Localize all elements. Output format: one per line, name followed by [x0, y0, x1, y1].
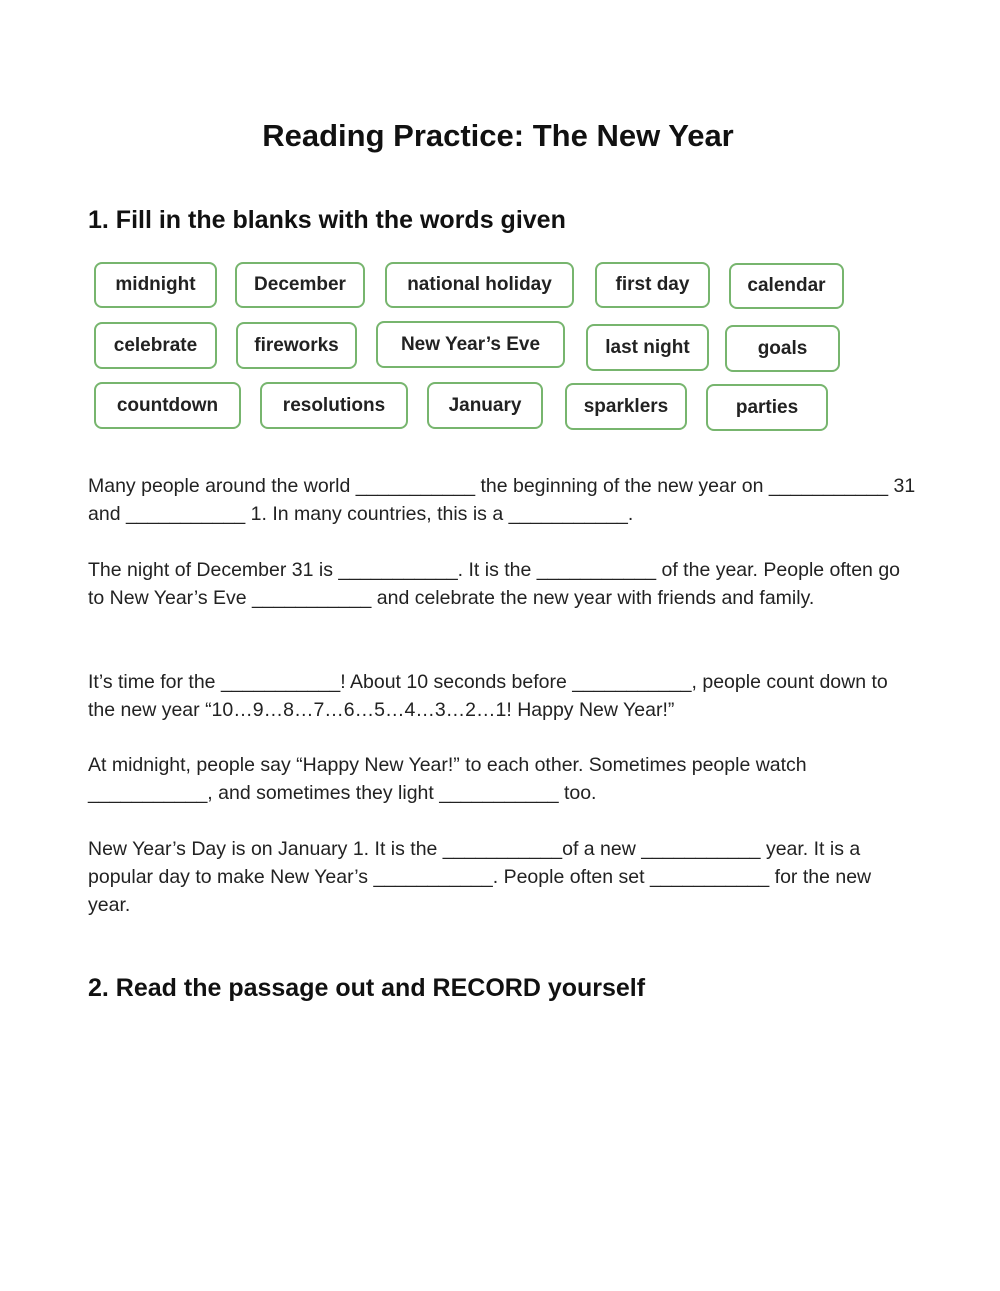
word-box-countdown[interactable]: countdown — [94, 382, 241, 429]
word-box-resolutions[interactable]: resolutions — [260, 382, 408, 429]
passage-paragraph-4: At midnight, people say “Happy New Year!” to each other. Sometimes people watch ___________, and sometimes they light ___________ too. — [88, 754, 807, 804]
word-box-december[interactable]: December — [235, 262, 365, 308]
word-box-fireworks[interactable]: fireworks — [236, 322, 357, 369]
word-box-goals[interactable]: goals — [725, 325, 840, 372]
word-box-first-day[interactable]: first day — [595, 262, 710, 308]
word-box-parties[interactable]: parties — [706, 384, 828, 431]
passage-paragraph-5: New Year’s Day is on January 1. It is the ___________of a new ___________ year. It is a popular day to make New Year’s ___________. People often set ___________ for the new year. — [88, 838, 872, 916]
passage-paragraph-2: The night of December 31 is ___________. It is the ___________ of the year. People often go to New Year’s Eve ___________ and celebrate the new year with friends and family. — [88, 559, 901, 609]
word-box-midnight[interactable]: midnight — [94, 262, 217, 308]
section-2-heading: 2. Read the passage out and RECORD yourself — [88, 974, 646, 1002]
page-title: Reading Practice: The New Year — [262, 118, 734, 153]
passage-paragraph-3: It’s time for the ___________! About 10 seconds before ___________, people count down to the new year “10…9…8…7…6…5…4…3…2…1! Happy New Year!” — [88, 671, 888, 721]
word-box-new-years-eve[interactable]: New Year’s Eve — [376, 321, 565, 368]
word-box-national-holiday[interactable]: national holiday — [385, 262, 574, 308]
word-box-january[interactable]: January — [427, 382, 543, 429]
word-box-calendar[interactable]: calendar — [729, 263, 844, 309]
word-box-celebrate[interactable]: celebrate — [94, 322, 217, 369]
word-box-sparklers[interactable]: sparklers — [565, 383, 687, 430]
word-box-last-night[interactable]: last night — [586, 324, 709, 371]
passage-paragraph-1: Many people around the world ___________ the beginning of the new year on ___________ 31 and ___________ 1. In many countries, this is a ___________. — [88, 475, 916, 525]
section-1-heading: 1. Fill in the blanks with the words given — [88, 206, 566, 234]
